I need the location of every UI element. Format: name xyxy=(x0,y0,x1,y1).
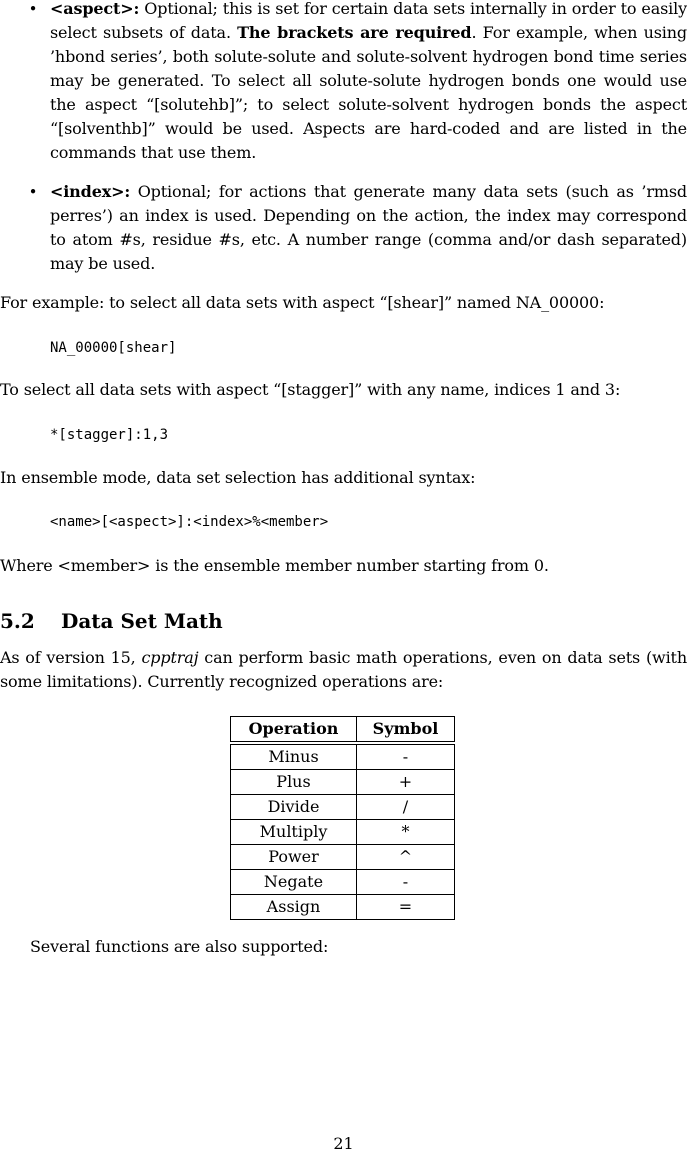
aspect-desc-1: Optional; this is set for certain data sets internally in order to easily select subsets of data. xyxy=(50,0,687,42)
symbol-cell: = xyxy=(357,895,455,920)
table-row xyxy=(231,870,455,895)
operation-cell: Multiply xyxy=(231,820,357,845)
operation-cell: Assign xyxy=(231,895,357,920)
table-row xyxy=(231,745,455,770)
table-row xyxy=(231,820,455,845)
cpptraj-name: cpptraj xyxy=(141,648,199,667)
symbol-cell: - xyxy=(357,870,455,895)
aspect-desc-2: . For example, when using ’hbond series’, both solute-solute and solute-solvent hydrogen bond time series may be generated. To select all solute-solute hydrogen bonds one would use the aspect “[solutehb]”; to select solute-solvent hydrogen bonds the aspect “[solventhb]” would be used. Aspects are hard-coded and are listed in the commands that use them. xyxy=(50,23,687,162)
table-row xyxy=(231,770,455,795)
operation-cell: Power xyxy=(231,845,357,870)
symbol-cell: - xyxy=(357,745,455,770)
symbol-cell: ^ xyxy=(357,845,455,870)
paragraph-example-stagger: To select all data sets with aspect “[stagger]” with any name, indices 1 and 3: xyxy=(0,380,621,399)
page-number: 21 xyxy=(333,1134,354,1153)
symbol-cell: / xyxy=(357,795,455,820)
aspect-bold-note: The brackets are required xyxy=(237,23,472,42)
paragraph-ensemble-mode: In ensemble mode, data set selection has additional syntax: xyxy=(0,468,476,487)
bullet-index-text xyxy=(50,180,687,276)
bullet-aspect-text xyxy=(50,0,687,165)
code-example-shear: NA_00000[shear] xyxy=(50,340,177,356)
header-symbol: Symbol xyxy=(357,717,455,742)
code-example-stagger: *[stagger]:1,3 xyxy=(50,427,169,443)
index-desc: Optional; for actions that generate many data sets (such as ’rmsd perres’) an index is used. Depending on the action, the index may correspond to atom #s, residue #s, etc. A number range (comma and/or dash separated) may be used. xyxy=(50,182,687,273)
header-operation: Operation xyxy=(231,717,357,742)
operation-cell: Minus xyxy=(231,745,357,770)
operation-cell: Plus xyxy=(231,770,357,795)
table-row xyxy=(231,845,455,870)
section-number: 5.2 xyxy=(0,609,35,633)
symbol-cell: + xyxy=(357,770,455,795)
index-label: <index>: xyxy=(50,182,131,201)
math-intro-1: As of version 15, xyxy=(0,648,142,667)
table-row xyxy=(231,795,455,820)
table-row xyxy=(231,895,455,920)
paragraph-member-def: Where <member> is the ensemble member number starting from 0. xyxy=(0,556,549,575)
symbol-cell: * xyxy=(357,820,455,845)
paragraph-functions-intro: Several functions are also supported: xyxy=(30,937,329,956)
operation-cell: Divide xyxy=(231,795,357,820)
math-intro-2: can perform basic math operations, even on data sets (with some limitations). Currently recognized operations are: xyxy=(0,648,687,691)
paragraph-math-intro xyxy=(0,646,687,694)
section-title-text: Data Set Math xyxy=(61,609,223,633)
code-ensemble-syntax: <name>[<aspect>]:<index>%<member> xyxy=(50,514,329,530)
table-header-row xyxy=(231,717,455,742)
paragraph-example-shear: For example: to select all data sets with aspect “[shear]” named NA_00000: xyxy=(0,293,605,312)
bullet-dot: • xyxy=(28,183,38,201)
section-heading xyxy=(0,607,223,635)
operations-table xyxy=(230,716,455,920)
operation-cell: Negate xyxy=(231,870,357,895)
aspect-label: <aspect>: xyxy=(50,0,140,18)
bullet-dot: • xyxy=(28,0,38,18)
